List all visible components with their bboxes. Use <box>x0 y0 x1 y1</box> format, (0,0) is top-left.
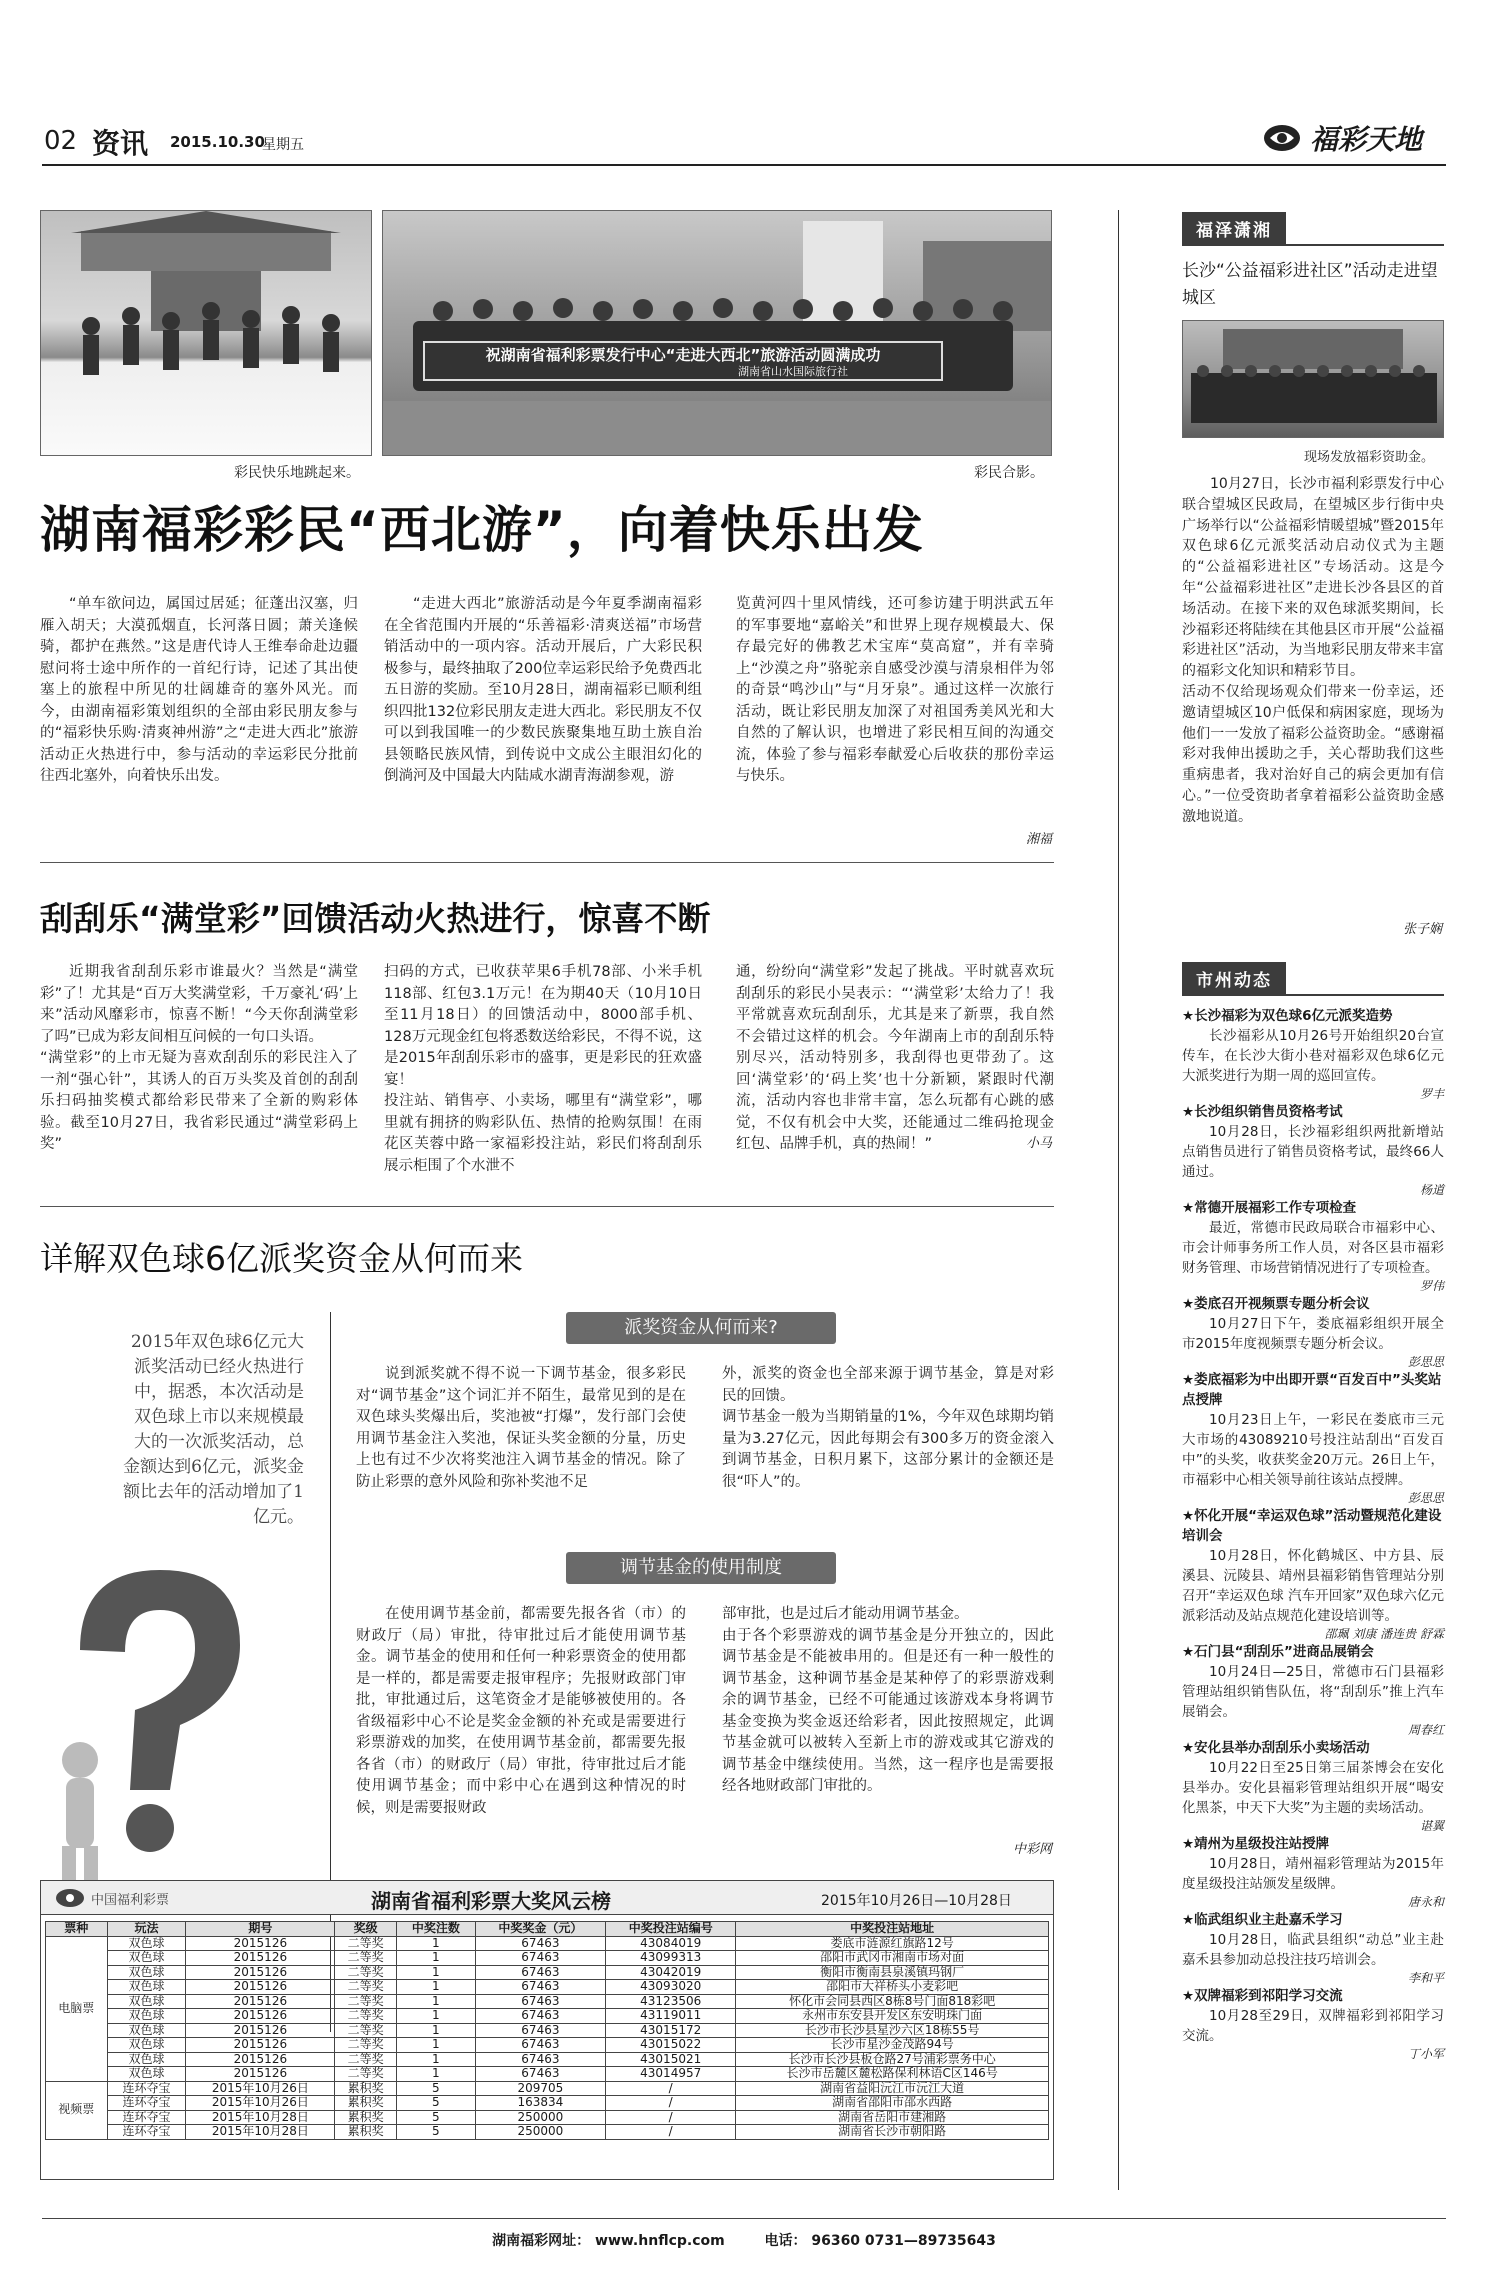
table-row <box>46 2096 1049 2111</box>
table-cell: 双色球 <box>107 2023 186 2038</box>
sidebar-photo-caption: 现场发放福彩资助金。 <box>1304 450 1435 465</box>
column-divider <box>1118 210 1119 2190</box>
table-cell: 衡阳市衡南县泉溪镇玛钢厂 <box>736 1965 1049 1980</box>
city-news-body: 10月28至29日，双牌福彩到祁阳学习交流。 <box>1182 2008 1444 2044</box>
city-news-body: 10月28日，怀化鹤城区、中方县、辰溪县、沅陵县、靖州县福彩销售管理站分别召开“幸运双色球 汽车开回家”双色球六亿元派彩活动及站点规范化建设培训等。 <box>1182 1548 1444 1624</box>
welfare-lottery-icon <box>1262 122 1302 154</box>
table-cell: 双色球 <box>107 1936 186 1951</box>
lottery-col-header: 中奖投注站编号 <box>606 1922 736 1937</box>
table-cell: 二等奖 <box>335 1951 397 1966</box>
table-cell: 5 <box>396 2110 475 2125</box>
table-cell: 43123506 <box>606 1994 736 2009</box>
city-news-author: 唐永和 <box>1407 1895 1444 1909</box>
table-cell: 209705 <box>475 2081 605 2096</box>
table-cell: 长沙市星沙金茂路94号 <box>736 2038 1049 2053</box>
table-cell: 2015年10月28日 <box>186 2125 335 2140</box>
table-cell: 67463 <box>475 1965 605 1980</box>
lottery-header <box>41 1881 1053 1915</box>
table-cell: 双色球 <box>107 1965 186 1980</box>
table-cell: 双色球 <box>107 2052 186 2067</box>
header-rule <box>42 164 1446 166</box>
table-cell: 2015年10月26日 <box>186 2081 335 2096</box>
city-news-body: 长沙福彩从10月26号开始组织20台宣传车，在长沙大街小巷对福彩双色球6亿元大派奖进行为期一周的巡回宣传。 <box>1182 1028 1444 1084</box>
subhead-fund-source: 派奖资金从何而来? <box>566 1312 836 1344</box>
city-news-title: ★石门县“刮刮乐”进商品展销会 <box>1182 1644 1374 1660</box>
article2-col1: 近期我省刮刮乐彩市谁最火？当然是“满堂彩”了！尤其是“百万大奖满堂彩，千万豪礼‘码’上来”活动风靡彩市，惊喜不断！“今天你刮满堂彩了吗”已成为彩友间相互问候的一句口头语。 “满堂彩”的上市无疑为喜欢刮刮乐的彩民注入了一剂“强心针”，其诱人的百万头奖及首创的刮刮乐扫码抽奖模式都给彩民带来了全新的购彩体验。截至10月27日，我省彩民通过“满堂彩码上奖” <box>40 964 358 1152</box>
lottery-col-header: 玩法 <box>107 1922 186 1937</box>
sidebar-tag-city: 市州动态 <box>1182 962 1286 995</box>
article3-intro: 2015年双色球6亿元大派奖活动已经火热进行中，据悉，本次活动是双色球上市以来规模最大的一次派奖活动，总金额达到6亿元，派奖金额比去年的活动增加了1亿元。 <box>123 1332 304 1527</box>
sidebar-tag2-line <box>1182 994 1444 996</box>
sidebar-tag-news: 福泽潇湘 <box>1182 212 1286 245</box>
table-cell: 2015126 <box>186 2052 335 2067</box>
city-news-title: ★怀化开展“幸运双色球”活动暨规范化建设培训会 <box>1182 1508 1442 1544</box>
city-news-item <box>1182 1102 1444 1198</box>
city-news-author: 丁小军 <box>1407 2047 1444 2061</box>
table-cell: 怀化市会同县西区8栋8号门面818彩吧 <box>736 1994 1049 2009</box>
table-cell: 1 <box>396 2023 475 2038</box>
city-news-title: ★靖州为星级投注站授牌 <box>1182 1836 1330 1852</box>
table-cell: 250000 <box>475 2110 605 2125</box>
table-cell: 2015126 <box>186 1980 335 1995</box>
city-news-body: 10月23日上午，一彩民在娄底市三元大市场的43089210号投注站刮出“百发百中”的头奖，收获奖金20万元。26日上午，市福彩中心相关领导前往该站点授牌。 <box>1182 1412 1444 1488</box>
city-news-author: 邵珮 刘康 潘连贵 舒霖 <box>1324 1627 1444 1641</box>
table-cell: 二等奖 <box>335 1965 397 1980</box>
table-cell: 累积奖 <box>335 2110 397 2125</box>
city-news-item <box>1182 1834 1444 1910</box>
left-photo-caption: 彩民快乐地跳起来。 <box>234 465 360 481</box>
city-news-item <box>1182 1370 1444 1506</box>
table-cell: 67463 <box>475 2067 605 2082</box>
sidebar-news-title: 长沙“公益福彩进社区”活动走进望城区 <box>1182 261 1438 308</box>
table-cell: 2015126 <box>186 1994 335 2009</box>
city-news-body: 10月22日至25日第三届茶博会在安化县举办。安化县福彩管理站组织开展“喝安化黑茶，中天下大奖”为主题的卖场活动。 <box>1182 1760 1444 1816</box>
article1-author: 湘福 <box>1025 832 1052 847</box>
banner-text: 祝湖南省福利彩票发行中心“走进大西北”旅游活动圆满成功 <box>485 346 881 364</box>
table-cell: 长沙市长沙县板仓路27号浦彩票务中心 <box>736 2052 1049 2067</box>
city-news-item <box>1182 1006 1444 1102</box>
rule-1 <box>40 862 1054 863</box>
table-row <box>46 1951 1049 1966</box>
city-news-item <box>1182 1986 1444 2062</box>
lottery-col-header: 票种 <box>46 1922 108 1937</box>
table-cell: 累积奖 <box>335 2096 397 2111</box>
article3-s1-col2: 外，派奖的资金也全部来源于调节基金，算是对彩民的回馈。 调节基金一般为当期销量的1%，今年双色球期均销量为3.27亿元，因此每期会有300多万的资金滚入到调节基金，日积月累下，这部分累计的金额还是很“吓人”的。 <box>722 1366 1054 1490</box>
table-cell: 双色球 <box>107 1994 186 2009</box>
table-cell: 2015126 <box>186 1951 335 1966</box>
table-cell: 永州市东安县开发区东安明珠门面 <box>736 2009 1049 2024</box>
table-cell: 二等奖 <box>335 2067 397 2082</box>
table-cell: 2015126 <box>186 1965 335 1980</box>
table-cell: 连环夺宝 <box>107 2096 186 2111</box>
table-cell: 连环夺宝 <box>107 2081 186 2096</box>
table-cell: 67463 <box>475 1936 605 1951</box>
city-news-item <box>1182 1294 1444 1370</box>
article3-s1-col1: 说到派奖就不得不说一下调节基金，很多彩民对“调节基金”这个词汇并不陌生，最常见到的是在双色球头奖爆出后，奖池被“打爆”，发行部门会使用调节基金注入奖池，保证头奖金额的分量，历史上也有过不少次将奖池注入调节基金的情况。除了防止彩票的意外风险和弥补奖池不足 <box>356 1366 686 1490</box>
table-cell: 67463 <box>475 2009 605 2024</box>
table-cell: 湖南省长沙市朝阳路 <box>736 2125 1049 2140</box>
issue-date: 2015.10.30 <box>170 133 265 151</box>
table-cell: 长沙市长沙县星沙六区18栋55号 <box>736 2023 1049 2038</box>
city-news-item <box>1182 1198 1444 1294</box>
table-cell: 连环夺宝 <box>107 2110 186 2125</box>
city-news-author: 李和平 <box>1407 1971 1444 1985</box>
table-cell: 2015126 <box>186 2023 335 2038</box>
city-news-body: 10月28日，临武县组织“动总”业主赴嘉禾县参加动总投注技巧培训会。 <box>1182 1932 1444 1968</box>
lottery-col-header: 期号 <box>186 1922 335 1937</box>
table-cell: 67463 <box>475 2023 605 2038</box>
photo-jumping <box>40 210 372 456</box>
brand-logo <box>1262 118 1422 158</box>
rule-2 <box>40 1206 1054 1207</box>
table-cell: 二等奖 <box>335 2023 397 2038</box>
city-news-item <box>1182 1910 1444 1986</box>
table-cell: 双色球 <box>107 1951 186 1966</box>
city-news-author: 罗丰 <box>1419 1087 1444 1101</box>
table-cell: 1 <box>396 2038 475 2053</box>
article2-col2: 扫码的方式，已收获苹果6手机78部、小米手机118部、红包3.1万元！在为期40天（10月10日至11月18日）的回馈活动中，8000部手机、128万元现金红包将悉数送给彩民，不得不说，这是2015年刮刮乐彩市的盛事，更是彩民的狂欢盛宴！ 投注站、销售亭、小卖场，哪里有“满堂彩”，哪里就有拥挤的购彩队伍、热情的抢购氛围！在雨花区芙蓉中路一家福彩投注站，彩民们将刮刮乐展示柜围了个水泄不 <box>384 964 702 1174</box>
lottery-col-header: 中奖注数 <box>396 1922 475 1937</box>
table-cell: 67463 <box>475 1980 605 1995</box>
table-cell: 5 <box>396 2096 475 2111</box>
table-cell: 双色球 <box>107 2009 186 2024</box>
article2-title: 刮刮乐“满堂彩”回馈活动火热进行，惊喜不断 <box>40 899 711 938</box>
table-cell: 二等奖 <box>335 2052 397 2067</box>
city-news-item <box>1182 1738 1444 1834</box>
subhead-fund-rules: 调节基金的使用制度 <box>566 1552 836 1584</box>
group-banner <box>423 341 943 381</box>
table-cell: 娄底市涟源红旗路12号 <box>736 1936 1049 1951</box>
table-cell: 5 <box>396 2081 475 2096</box>
table-row <box>46 2067 1049 2082</box>
lottery-table <box>45 1921 1049 2140</box>
lottery-logo-text: 中国福利彩票 <box>91 1892 170 1908</box>
table-cell: 43084019 <box>606 1936 736 1951</box>
table-cell: / <box>606 2110 736 2125</box>
table-cell: 1 <box>396 2067 475 2082</box>
issue-weekday: 星期五 <box>262 137 304 153</box>
table-cell: 43015022 <box>606 2038 736 2053</box>
city-news-body: 10月27日下午，娄底福彩组织开展全市2015年度视频票专题分析会议。 <box>1182 1316 1444 1352</box>
table-cell: 累积奖 <box>335 2081 397 2096</box>
article3-title: 详解双色球6亿派奖资金从何而来 <box>40 1239 523 1278</box>
table-cell: 67463 <box>475 1994 605 2009</box>
ticket-type-cell: 电脑票 <box>46 1936 108 2081</box>
table-row <box>46 2038 1049 2053</box>
city-news-author: 彭思思 <box>1407 1355 1444 1369</box>
footer-rule <box>42 2218 1446 2219</box>
lottery-logo <box>55 1888 169 1908</box>
footer <box>0 2230 1488 2250</box>
table-cell: 1 <box>396 2052 475 2067</box>
table-cell: 邵阳市大祥桥头小麦彩吧 <box>736 1980 1049 1995</box>
table-cell: 43015021 <box>606 2052 736 2067</box>
table-cell: 67463 <box>475 1951 605 1966</box>
lottery-table-header <box>46 1922 1049 1937</box>
city-news-title: ★长沙组织销售员资格考试 <box>1182 1104 1343 1120</box>
table-cell: 二等奖 <box>335 1936 397 1951</box>
sidebar-body-author: 张子娴 <box>1402 922 1442 937</box>
table-row <box>46 2081 1049 2096</box>
table-cell: 1 <box>396 1951 475 1966</box>
table-cell: 67463 <box>475 2038 605 2053</box>
table-cell: 163834 <box>475 2096 605 2111</box>
right-photo-caption: 彩民合影。 <box>974 465 1044 481</box>
photo-group <box>382 210 1052 456</box>
table-row <box>46 1980 1049 1995</box>
city-news-title: ★娄底福彩为中出即开票“百发百中”头奖站点授牌 <box>1182 1372 1442 1408</box>
city-news-title: ★双牌福彩到祁阳学习交流 <box>1182 1988 1343 2004</box>
city-news-title: ★长沙福彩为双色球6亿元派奖造势 <box>1182 1008 1393 1024</box>
table-cell: 二等奖 <box>335 2009 397 2024</box>
brand-name: 福彩天地 <box>1310 123 1423 156</box>
lottery-logo-icon <box>55 1888 85 1908</box>
table-cell: 1 <box>396 1936 475 1951</box>
table-cell: 250000 <box>475 2125 605 2140</box>
table-row <box>46 1965 1049 1980</box>
lottery-col-header: 中奖奖金（元） <box>475 1922 605 1937</box>
table-cell: 2015126 <box>186 1936 335 1951</box>
sidebar-tag-line <box>1182 244 1444 246</box>
footer-site[interactable]: www.hnflcp.com <box>595 2233 725 2249</box>
city-news-item <box>1182 1506 1444 1642</box>
table-row <box>46 2110 1049 2125</box>
table-row <box>46 2023 1049 2038</box>
city-news-title: ★常德开展福彩工作专项检查 <box>1182 1200 1357 1216</box>
city-news-item <box>1182 1642 1444 1738</box>
table-cell: / <box>606 2081 736 2096</box>
table-cell: 二等奖 <box>335 2038 397 2053</box>
city-news-list <box>1182 1006 1444 2062</box>
article2-col3: 通，纷纷向“满堂彩”发起了挑战。平时就喜欢玩刮刮乐的彩民小吴表示：“‘满堂彩’太给力了！我平常就喜欢玩刮刮乐，尤其是来了新票，我自然不会错过这样的机会。今年湖南上市的刮刮乐特别尽兴，活动特别多，我刮得也更带劲了。这回‘满堂彩’的‘码上奖’也十分新颖，紧跟时代潮流，活动内容也非常丰富，怎么玩都有心跳的感觉，不仅有机会中大奖，还能通过二维码抢现金红包、品牌手机，真的热闹！” <box>736 964 1054 1152</box>
table-row <box>46 1936 1049 1951</box>
table-row <box>46 1994 1049 2009</box>
city-news-author: 罗伟 <box>1419 1279 1444 1293</box>
table-cell: 43099313 <box>606 1951 736 1966</box>
table-cell: 湖南省岳阳市建湘路 <box>736 2110 1049 2125</box>
city-news-body: 10月28日，靖州福彩管理站为2015年度星级投注站颁发星级牌。 <box>1182 1856 1444 1892</box>
table-cell: 连环夺宝 <box>107 2125 186 2140</box>
city-news-author: 周春红 <box>1407 1723 1444 1737</box>
article3-s2-col2: 部审批，也是过后才能动用调节基金。 由于各个彩票游戏的调节基金是分开独立的，因此调节基金是不能被串用的。但是还有一种一般性的调节基金，这种调节基金是某种停了的彩票游戏剩余的调节基金，已经不可能通过该游戏本身将调节基金变换为奖金返还给彩者，因此按照规定，此调节基金就可以被转入至新上市的游戏或其它游戏的调节基金中继续使用。当然，这一程序也是需要报经各地财政部门审批的。 <box>722 1606 1054 1794</box>
table-cell: 湖南省益阳沅江市沅江大道 <box>736 2081 1049 2096</box>
city-news-author: 谌翼 <box>1419 1819 1444 1833</box>
article1-col2: “走进大西北”旅游活动是今年夏季湖南福彩在全省范围内开展的“乐善福彩·清爽送福”市场营销活动中的一项内容。活动开展后，广大彩民积极参与，最终抽取了200位幸运彩民给予免费西北五日游的奖励。至10月28日，湖南福彩已顺利组织四批132位彩民朋友走进大西北。彩民朋友不仅可以到我国唯一的少数民族聚集地互助土族自治县领略民族风情，到传说中文成公主眼泪幻化的倒淌河及中国最大内陆咸水湖青海湖参观，游 <box>384 596 702 784</box>
table-row <box>46 2009 1049 2024</box>
table-cell: 双色球 <box>107 2038 186 2053</box>
question-mark-figure-icon <box>40 1560 250 1900</box>
table-cell: 2015126 <box>186 2067 335 2082</box>
table-row <box>46 2052 1049 2067</box>
table-cell: 5 <box>396 2125 475 2140</box>
table-cell: 2015126 <box>186 2038 335 2053</box>
ticket-type-cell: 视频票 <box>46 2081 108 2139</box>
lottery-board <box>40 1880 1054 2180</box>
city-news-body: 10月28日，长沙福彩组织两批新增站点销售员进行了销售员资格考试，最终66人通过。 <box>1182 1124 1444 1180</box>
city-news-body: 10月24日—25日，常德市石门县福彩管理站组织销售队伍，将“刮刮乐”推上汽车展销会。 <box>1182 1664 1444 1720</box>
lottery-col-header: 中奖投注站地址 <box>736 1922 1049 1937</box>
table-cell: 邵阳市武冈市湘南市场对面 <box>736 1951 1049 1966</box>
table-cell: 累积奖 <box>335 2125 397 2140</box>
table-cell: 43119011 <box>606 2009 736 2024</box>
table-cell: / <box>606 2125 736 2140</box>
article3-s2-col1: 在使用调节基金前，都需要先报各省（市）的财政厅（局）审批，待审批过后才能使用调节基金。调节基金的使用和任何一种彩票资金的使用都是一样的，都是需要走报审程序；先报财政部门审批，审批通过后，这笔资金才是能够被使用的。各省级福彩中心不论是奖金金额的补充或是需要进行彩票游戏的加奖，在使用调节基金前，都需要先报各省（市）的财政厅（局）审批，待审批过后才能使用调节基金；而中彩中心在遇到这种情况的时候，则是需要报财政 <box>356 1606 686 1816</box>
table-cell: 2015126 <box>186 2009 335 2024</box>
city-news-title: ★临武组织业主赴嘉禾学习 <box>1182 1912 1343 1928</box>
banner-sub: 湖南省山水国际旅行社 <box>738 365 848 378</box>
article1-col1: “单车欲问边，属国过居延；征蓬出汉塞，归雁入胡天；大漠孤烟直，长河落日圆；萧关逢候骑，都护在燕然。”这是唐代诗人王维奉命赴边疆慰问将士途中所作的一首纪行诗，记述了其出使塞上的旅程中所见的壮阔雄奇的塞外风光。而今，由湖南福彩策划组织的全部由彩民朋友参与的“福彩快乐购·清爽神州游”之“走进大西北”旅游活动正火热进行中，参与活动的幸运彩民分批前往西北塞外，向着快乐出发。 <box>40 596 358 784</box>
table-cell: 43015172 <box>606 2023 736 2038</box>
table-cell: 双色球 <box>107 1980 186 1995</box>
lottery-period: 2015年10月26日—10月28日 <box>821 1893 1012 1909</box>
table-cell: 1 <box>396 2009 475 2024</box>
footer-tel-label: 电话： <box>764 2233 807 2249</box>
article3-author: 中彩网 <box>1012 1842 1052 1857</box>
city-news-title: ★娄底召开视频票专题分析会议 <box>1182 1296 1370 1312</box>
lottery-title: 湖南省福利彩票大奖风云榜 <box>371 1889 611 1913</box>
city-news-author: 杨道 <box>1419 1183 1444 1197</box>
section-name: 资讯 <box>92 127 149 160</box>
table-cell: 双色球 <box>107 2067 186 2082</box>
sidebar-photo <box>1182 320 1444 438</box>
table-cell: 二等奖 <box>335 1980 397 1995</box>
table-row <box>46 2125 1049 2140</box>
article2-author: 小马 <box>1025 1136 1052 1151</box>
table-cell: 1 <box>396 1980 475 1995</box>
table-cell: 43093020 <box>606 1980 736 1995</box>
sidebar-body: 10月27日，长沙市福利彩票发行中心联合望城区民政局，在望城区步行街中央广场举行以“公益福彩情暖望城”暨2015年双色球6亿元派奖活动启动仪式为主题的“公益福彩进社区”专场活动。这是今年“公益福彩进社区”走进长沙各县区的首场活动。在接下来的双色球派奖期间，长沙福彩还将陆续在其他县区市开展“公益福彩进社区”活动，为当地彩民朋友带来丰富的福彩文化知识和精彩节目。 活动不仅给现场观众们带来一份幸运，还邀请望城区10户低保和病困家庭，现场为他们一一发放了福彩公益资助金。“感谢福彩对我伸出援助之手，关心帮助我们这些重病患者，我对治好自己的病会更加有信心。”一位受资助者拿着福彩公益资助金感激地说道。 <box>1182 476 1444 825</box>
footer-tel: 96360 0731—89735643 <box>811 2233 996 2249</box>
city-news-body: 最近，常德市民政局联合市福彩中心、市会计师事务所工作人员，对各区县市福彩财务管理、市场营销情况进行了专项检查。 <box>1182 1220 1444 1276</box>
table-cell: 湖南省邵阳市邵水西路 <box>736 2096 1049 2111</box>
table-cell: 1 <box>396 1994 475 2009</box>
table-cell: 43014957 <box>606 2067 736 2082</box>
city-news-title: ★安化县举办刮刮乐小卖场活动 <box>1182 1740 1370 1756</box>
city-news-author: 彭思思 <box>1407 1491 1444 1505</box>
article1-title: 湖南福彩彩民“西北游”，向着快乐出发 <box>40 501 924 559</box>
table-cell: 长沙市岳麓区麓松路保利林语C区146号 <box>736 2067 1049 2082</box>
article1-col3: 览黄河四十里风情线，还可参访建于明洪武五年的军事要地“嘉峪关”和世界上现存规模最大、保存最完好的佛教艺术宝库“莫高窟”，并有幸骑上“沙漠之舟”骆驼亲自感受沙漠与清泉相伴为邻的奇景“鸣沙山”与“月牙泉”。通过这样一次旅行活动，既让彩民朋友加深了对祖国秀美风光和大自然的了解认识，也增进了彩民相互间的沟通交流，体验了参与福彩奉献爱心后收获的那份幸运与快乐。 <box>736 596 1054 784</box>
footer-site-label: 湖南福彩网址： <box>492 2233 591 2249</box>
table-cell: 67463 <box>475 2052 605 2067</box>
table-cell: 二等奖 <box>335 1994 397 2009</box>
lottery-col-header: 奖级 <box>335 1922 397 1937</box>
table-cell: / <box>606 2096 736 2111</box>
table-cell: 43042019 <box>606 1965 736 1980</box>
table-cell: 1 <box>396 1965 475 1980</box>
page-number: 02 <box>44 126 78 156</box>
table-cell: 2015年10月26日 <box>186 2096 335 2111</box>
table-cell: 2015年10月28日 <box>186 2110 335 2125</box>
